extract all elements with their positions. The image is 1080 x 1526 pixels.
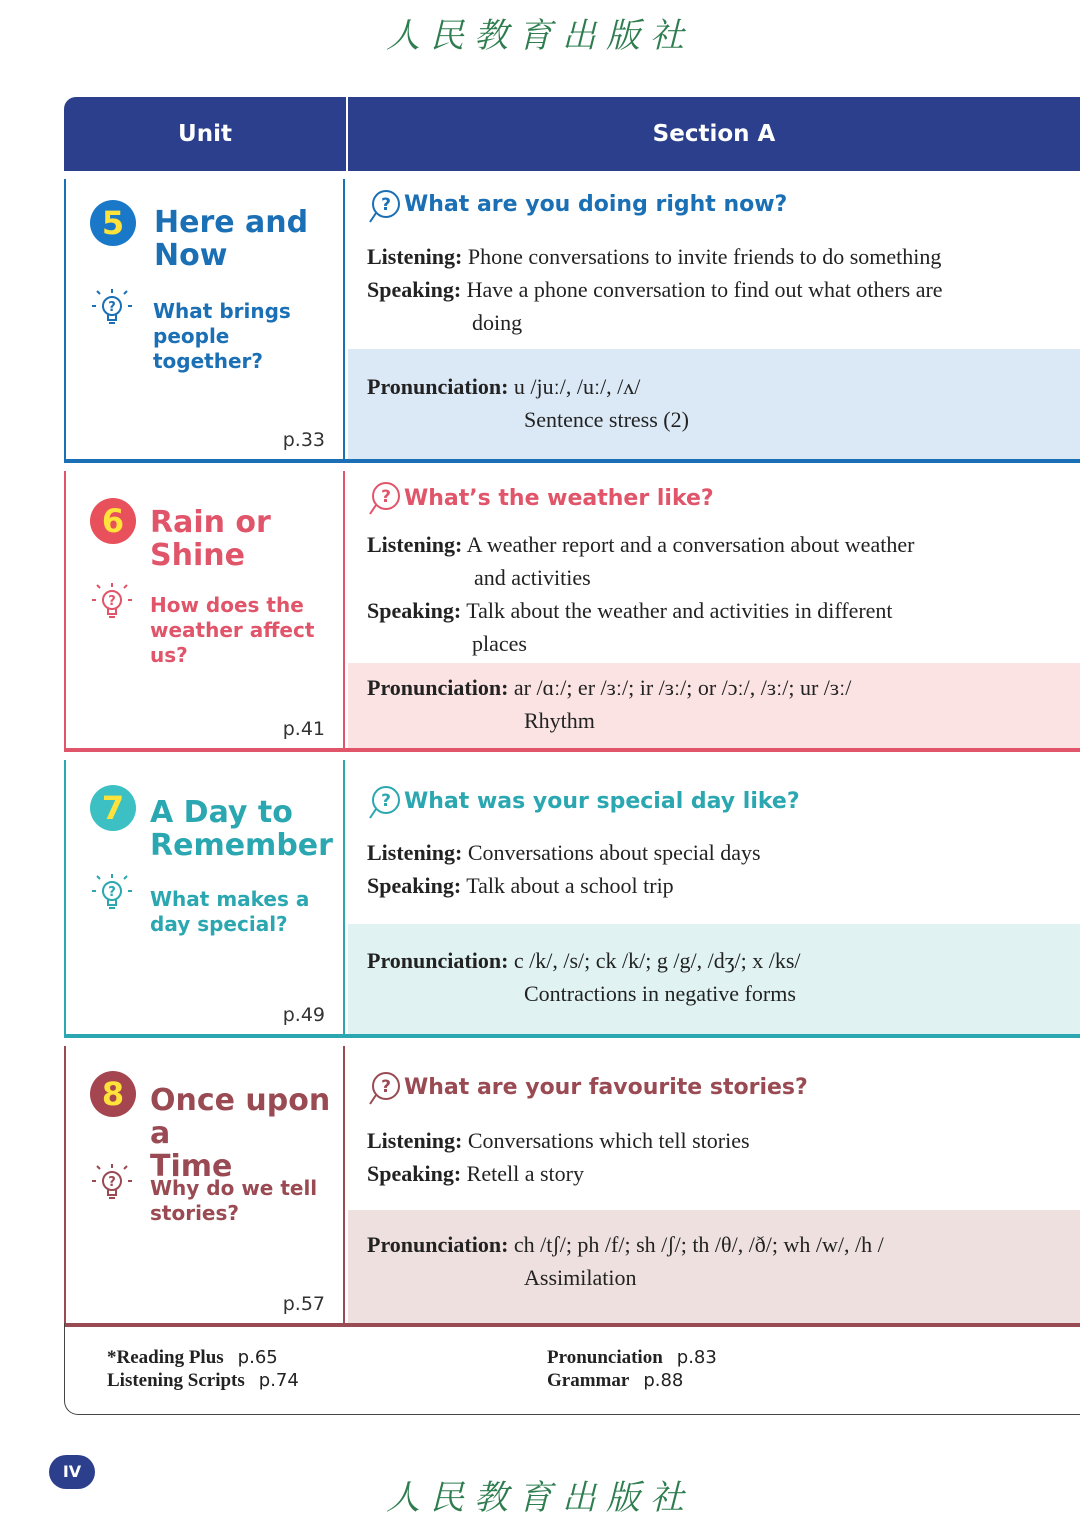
unit-title: Once upon a Time xyxy=(150,1083,331,1184)
question-bubble-icon xyxy=(366,481,402,517)
header-section: Section A xyxy=(652,121,776,147)
svg-text:?: ? xyxy=(381,195,391,215)
appendix-footer xyxy=(64,1323,1080,1415)
svg-text:?: ? xyxy=(381,487,391,507)
speaking-text: Speaking: Talk about a school trip xyxy=(367,873,674,898)
big-question: What makes a day special? xyxy=(150,887,310,936)
header-unit: Unit xyxy=(178,121,232,147)
listening-text: Listening: Conversations which tell stories xyxy=(367,1128,750,1153)
pronunciation-text: Pronunciation: c /k/, /s/; ck /k/; g /g/, /dʒ/; x /ks/ xyxy=(367,948,801,973)
pronunciation-box xyxy=(348,924,1080,1034)
svg-text:?: ? xyxy=(381,1077,391,1097)
unit-title: A Day to Remember xyxy=(150,795,333,863)
contents-table xyxy=(64,97,1080,1417)
listening-text: Listening: A weather report and a conversation about weather and activities xyxy=(367,532,915,590)
section-cell xyxy=(348,1038,1080,1323)
unit-page-ref[interactable]: p.49 xyxy=(282,1004,325,1026)
lightbulb-icon xyxy=(90,287,134,331)
publisher-logo-top: 人民教育出版社 xyxy=(386,16,694,56)
unit-title: Here and Now xyxy=(154,205,309,273)
unit-cell xyxy=(64,179,345,463)
publisher-logo-bottom: 人民教育出版社 xyxy=(386,1478,694,1518)
listening-scripts-link[interactable]: Listening Scripts p.74 xyxy=(107,1370,299,1391)
svg-text:?: ? xyxy=(108,1175,116,1190)
unit-number-badge: 6 xyxy=(90,498,136,544)
pronunciation-sub: Sentence stress (2) xyxy=(524,407,689,432)
big-question: What brings people together? xyxy=(153,299,291,373)
pronunciation-sub: Contractions in negative forms xyxy=(524,981,796,1006)
pronunciation-sub: Assimilation xyxy=(524,1265,637,1290)
lightbulb-icon xyxy=(90,1162,134,1206)
unit-title: Rain or Shine xyxy=(150,505,271,573)
pronunciation-text: Pronunciation: ch /tʃ/; ph /f/; sh /ʃ/; th /θ/, /ð/; wh /w/, /h / xyxy=(367,1232,884,1257)
lightbulb-icon xyxy=(90,581,134,625)
pronunciation-link[interactable]: Pronunciation p.83 xyxy=(547,1347,717,1368)
question-bubble-icon xyxy=(366,785,402,821)
unit-page-ref[interactable]: p.57 xyxy=(282,1293,325,1315)
unit-cell xyxy=(64,1046,345,1327)
unit-row-8 xyxy=(64,1038,1080,1327)
speaking-text: Speaking: Retell a story xyxy=(367,1161,584,1186)
svg-text:?: ? xyxy=(108,594,116,609)
unit-page-ref[interactable]: p.33 xyxy=(282,429,325,451)
big-question: Why do we tell stories? xyxy=(150,1176,318,1225)
section-question: What was your special day like? xyxy=(404,789,800,814)
reading-plus-link[interactable]: *Reading Plus p.65 xyxy=(107,1347,278,1368)
section-question: What are you doing right now? xyxy=(404,192,788,217)
pronunciation-box xyxy=(348,349,1080,459)
speaking-text: Speaking: Talk about the weather and activities in different places xyxy=(367,598,893,656)
section-question: What’s the weather like? xyxy=(404,486,714,511)
unit-row-7 xyxy=(64,752,1080,1038)
section-cell xyxy=(348,463,1080,748)
svg-text:?: ? xyxy=(381,791,391,811)
speaking-text: Speaking: Have a phone conversation to find out what others are doing xyxy=(367,277,943,335)
unit-cell xyxy=(64,471,345,752)
unit-number-badge: 5 xyxy=(90,200,136,246)
unit-cell xyxy=(64,760,345,1038)
big-question: How does the weather affect us? xyxy=(150,593,315,667)
pronunciation-box xyxy=(348,663,1080,748)
unit-row-5 xyxy=(64,171,1080,463)
pronunciation-sub: Rhythm xyxy=(524,708,595,733)
listening-text: Listening: Phone conversations to invite friends to do something xyxy=(367,244,942,269)
grammar-link[interactable]: Grammar p.88 xyxy=(547,1370,684,1391)
unit-number-badge: 7 xyxy=(90,785,136,831)
unit-page-ref[interactable]: p.41 xyxy=(282,718,325,740)
svg-text:?: ? xyxy=(108,885,116,900)
page-number-badge: IV xyxy=(49,1455,95,1489)
section-question: What are your favourite stories? xyxy=(404,1075,808,1100)
table-header xyxy=(64,97,1080,171)
pronunciation-box xyxy=(348,1210,1080,1323)
pronunciation-text: Pronunciation: u /juː/, /uː/, /ʌ/ xyxy=(367,374,641,399)
svg-text:?: ? xyxy=(108,300,116,315)
listening-text: Listening: Conversations about special days xyxy=(367,840,761,865)
unit-number-badge: 8 xyxy=(90,1071,136,1117)
pronunciation-text: Pronunciation: ar /ɑː/; er /ɜː/; ir /ɜː/; or /ɔː/, /ɜː/; ur /ɜː/ xyxy=(367,675,852,700)
section-cell xyxy=(348,171,1080,459)
unit-row-6 xyxy=(64,463,1080,752)
question-bubble-icon xyxy=(366,1071,402,1107)
section-cell xyxy=(348,752,1080,1034)
lightbulb-icon xyxy=(90,872,134,916)
question-bubble-icon xyxy=(366,189,402,225)
